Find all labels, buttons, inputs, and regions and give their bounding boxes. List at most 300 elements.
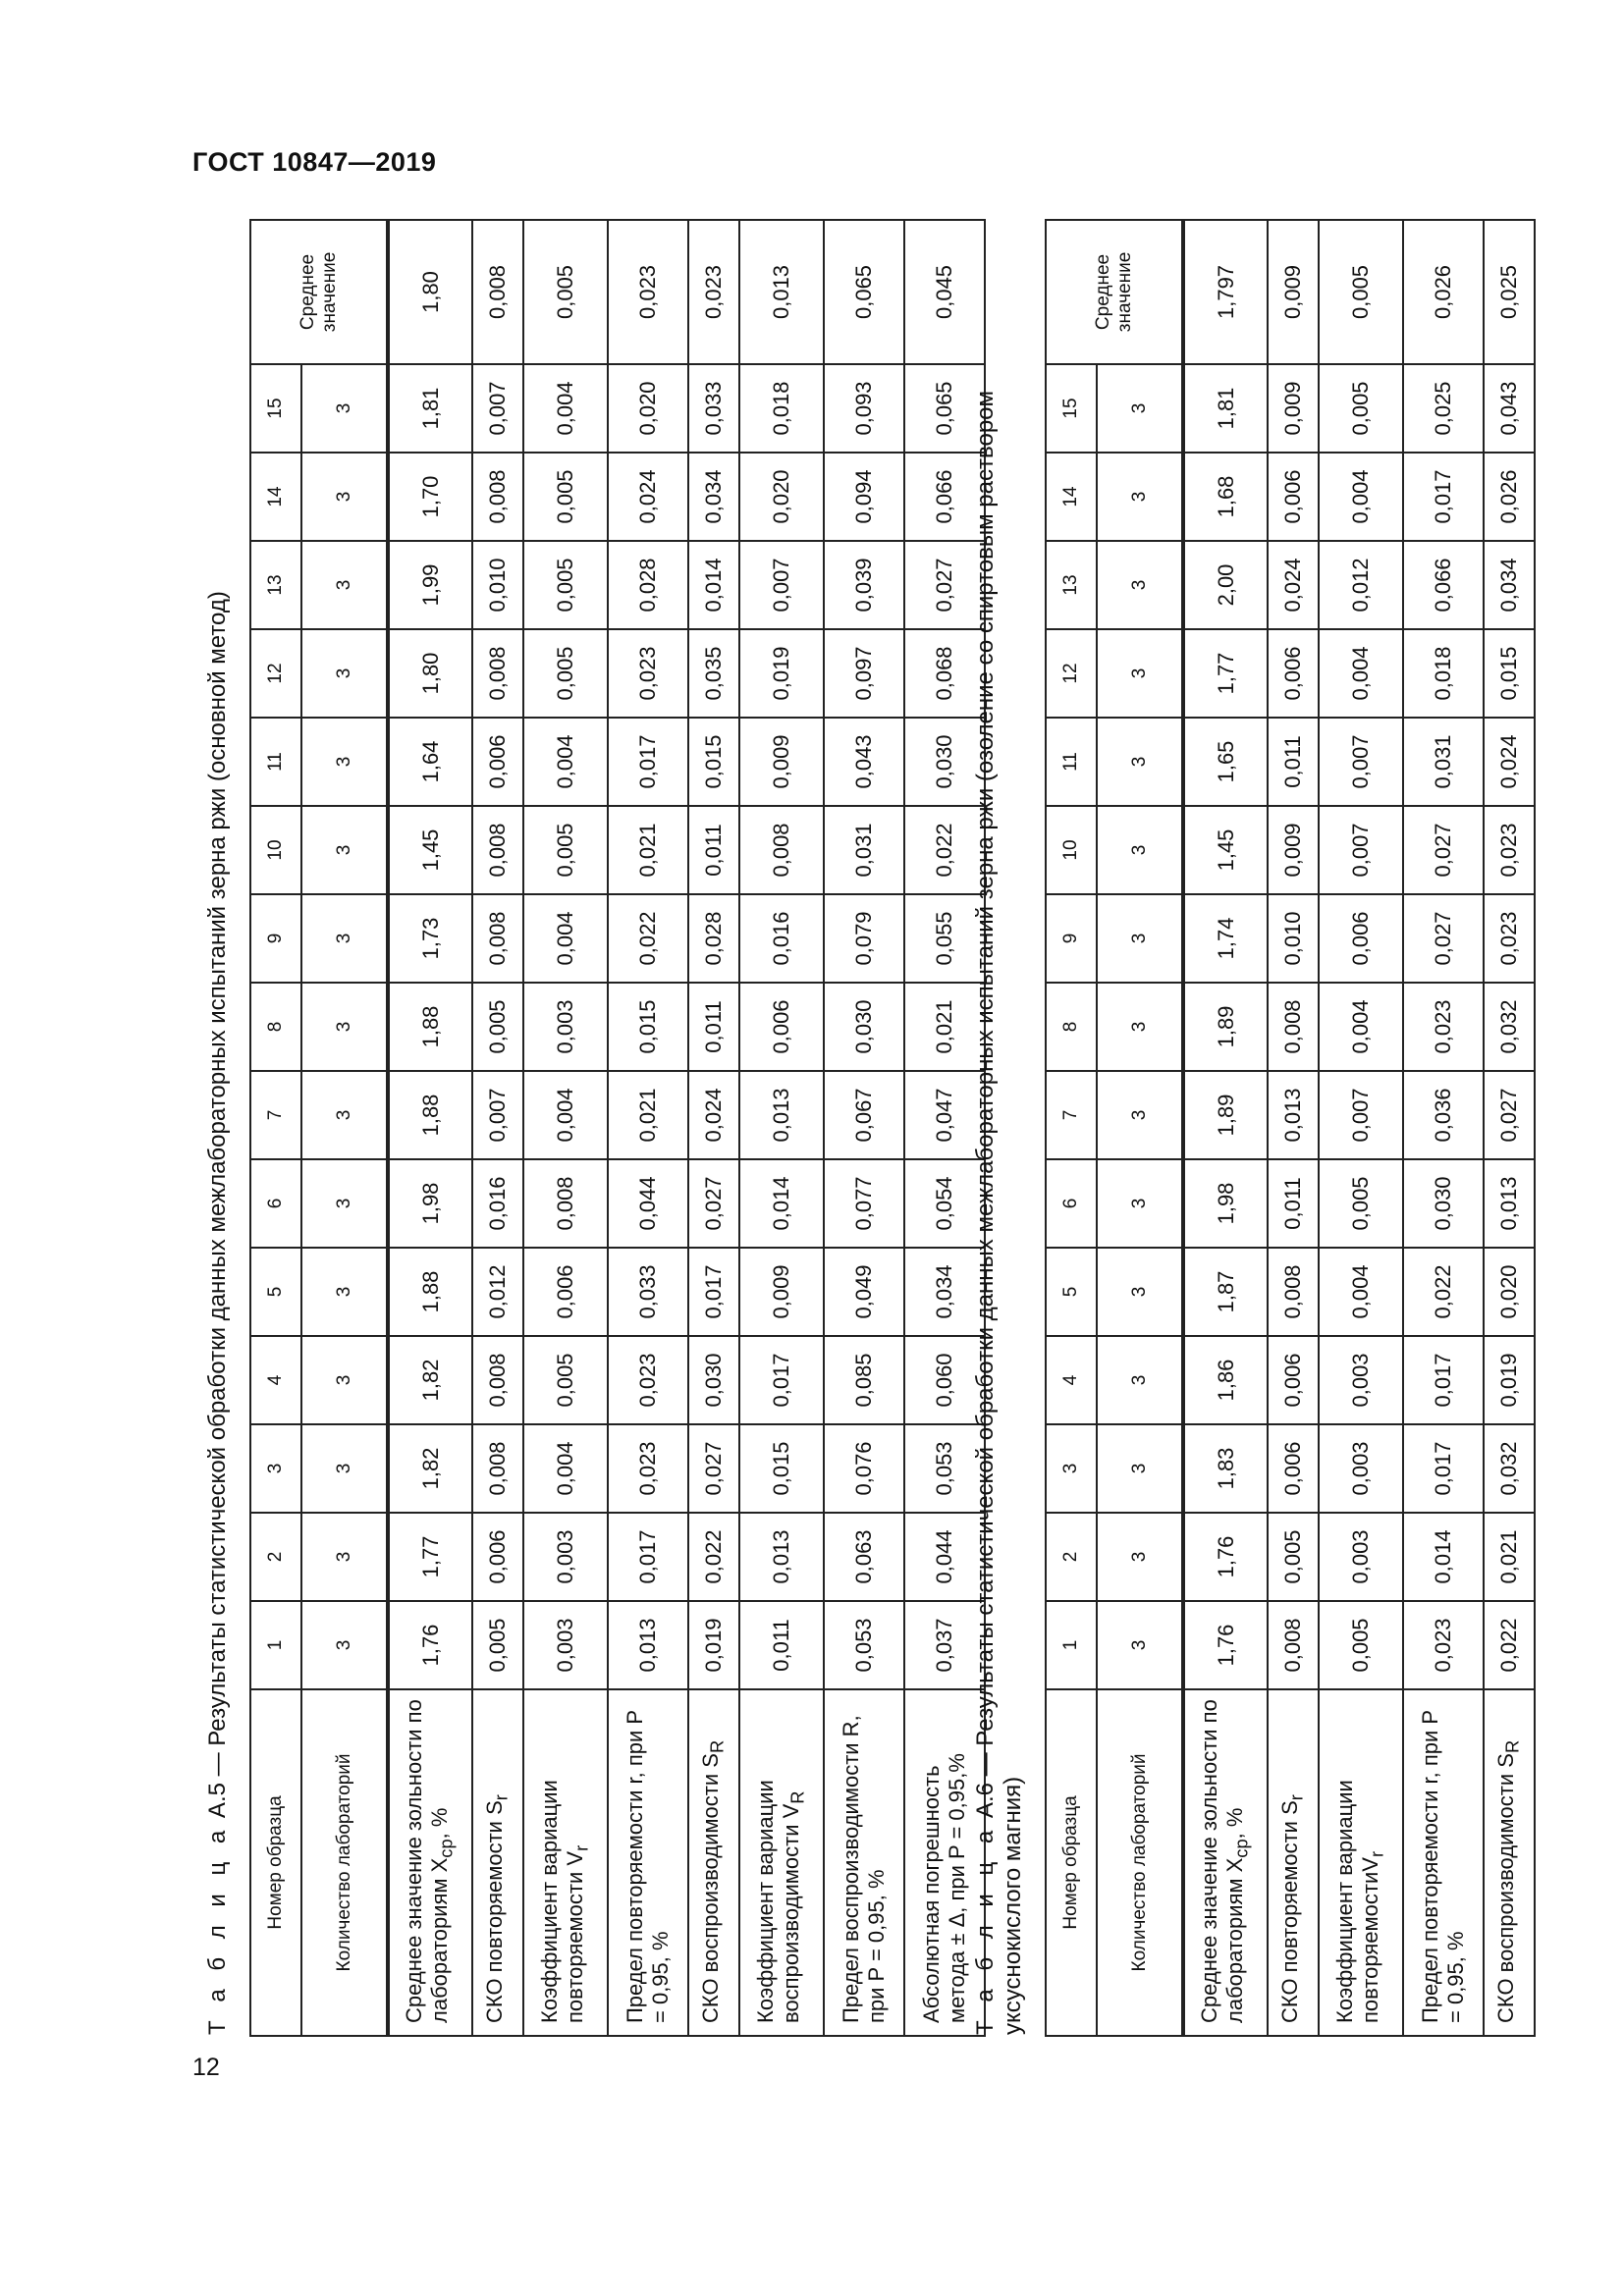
value-cell: 1,45 <box>1183 806 1268 894</box>
value-cell: 1,77 <box>1183 629 1268 718</box>
table-row <box>824 220 904 2036</box>
value-cell: 0,068 <box>904 629 985 718</box>
sample-number-cell: 1 <box>1046 1601 1097 1689</box>
labs-count-cell: 3 <box>1097 1248 1183 1336</box>
value-cell: 0,005 <box>1319 1601 1403 1689</box>
table-row <box>608 220 688 2036</box>
value-cell: 0,017 <box>608 1513 688 1601</box>
value-cell: 0,005 <box>523 541 608 629</box>
table-a6-caption: Т а б л и ц а А.6 — Результаты статистической обработки данных межлабораторных испытаний зерна ржи (озоление со спиртовым раствором уксуснокислого магния) <box>972 390 1026 2035</box>
value-cell: 0,005 <box>1268 1513 1319 1601</box>
table-row <box>688 220 739 2036</box>
value-cell: 0,004 <box>1319 629 1403 718</box>
sample-number-header: Номер образца <box>1046 1689 1097 2036</box>
value-cell: 0,033 <box>688 364 739 453</box>
sample-number-cell: 4 <box>1046 1336 1097 1424</box>
labs-count-cell: 3 <box>1097 453 1183 541</box>
row-label <box>472 1689 523 2036</box>
value-cell: 0,023 <box>608 629 688 718</box>
value-cell: 0,033 <box>608 1248 688 1336</box>
sample-number-cell: 12 <box>1046 629 1097 718</box>
row-label-text: Коэффициент вариации воспроизводимости V <box>752 1780 803 2023</box>
value-cell: 0,055 <box>904 894 985 983</box>
labs-count-cell: 3 <box>301 718 388 806</box>
value-cell: 0,015 <box>688 718 739 806</box>
value-cell: 1,65 <box>1183 718 1268 806</box>
value-cell: 0,003 <box>1319 1513 1403 1601</box>
value-cell: 0,030 <box>688 1336 739 1424</box>
row-label-text: Коэффициент вариации повторяемости V <box>536 1780 587 2023</box>
labs-count-cell: 3 <box>301 1601 388 1689</box>
value-cell: 0,043 <box>1484 364 1535 453</box>
average-cell: 1,797 <box>1183 220 1268 364</box>
value-cell: 0,016 <box>739 894 824 983</box>
header-row-samples <box>1046 220 1097 2036</box>
row-label-text: Предел воспроизводимости R, при P = 0,95, % <box>839 1715 889 2023</box>
table-row <box>388 220 472 2036</box>
value-cell: 0,023 <box>1484 894 1535 983</box>
sample-number-cell: 13 <box>250 541 301 629</box>
value-cell: 0,013 <box>739 1513 824 1601</box>
row-label <box>1268 1689 1319 2036</box>
row-label-subscript: r <box>1285 1794 1307 1801</box>
average-cell: 0,045 <box>904 220 985 364</box>
value-cell: 0,008 <box>472 1336 523 1424</box>
value-cell: 1,82 <box>388 1424 472 1513</box>
sample-number-cell: 5 <box>1046 1248 1097 1336</box>
value-cell: 0,004 <box>523 364 608 453</box>
value-cell: 0,007 <box>1319 1071 1403 1159</box>
value-cell: 0,009 <box>1268 364 1319 453</box>
value-cell: 0,007 <box>1319 806 1403 894</box>
row-label <box>1183 1689 1268 2036</box>
value-cell: 0,004 <box>523 894 608 983</box>
sample-number-cell: 1 <box>250 1601 301 1689</box>
row-label-text: Предел повторяемости r, при P = 0,95, % <box>623 1710 673 2023</box>
value-cell: 0,005 <box>523 629 608 718</box>
value-cell: 0,032 <box>1484 1424 1535 1513</box>
row-label-tail: , % <box>1222 1807 1248 1840</box>
value-cell: 0,076 <box>824 1424 904 1513</box>
value-cell: 0,014 <box>1403 1513 1484 1601</box>
labs-count-cell: 3 <box>1097 1424 1183 1513</box>
value-cell: 0,015 <box>1484 629 1535 718</box>
value-cell: 0,020 <box>1484 1248 1535 1336</box>
value-cell: 1,76 <box>1183 1513 1268 1601</box>
value-cell: 0,018 <box>739 364 824 453</box>
value-cell: 1,74 <box>1183 894 1268 983</box>
value-cell: 0,006 <box>1268 1336 1319 1424</box>
value-cell: 1,98 <box>388 1159 472 1248</box>
row-label <box>739 1689 824 2036</box>
value-cell: 0,036 <box>1403 1071 1484 1159</box>
value-cell: 1,68 <box>1183 453 1268 541</box>
value-cell: 0,022 <box>1484 1601 1535 1689</box>
value-cell: 0,005 <box>472 983 523 1071</box>
value-cell: 0,015 <box>608 983 688 1071</box>
value-cell: 0,011 <box>688 806 739 894</box>
labs-count-cell: 3 <box>301 453 388 541</box>
sample-number-cell: 9 <box>1046 894 1097 983</box>
value-cell: 1,81 <box>388 364 472 453</box>
value-cell: 0,013 <box>608 1601 688 1689</box>
row-label-text: Предел повторяемости r, при P = 0,95, % <box>1418 1710 1468 2023</box>
value-cell: 0,097 <box>824 629 904 718</box>
sample-number-cell: 15 <box>250 364 301 453</box>
labs-count-cell: 3 <box>301 1336 388 1424</box>
sample-number-cell: 10 <box>1046 806 1097 894</box>
value-cell: 0,060 <box>904 1336 985 1424</box>
labs-count-cell: 3 <box>1097 1159 1183 1248</box>
table-row <box>1319 220 1403 2036</box>
value-cell: 0,067 <box>824 1071 904 1159</box>
table-row <box>523 220 608 2036</box>
average-cell: 0,025 <box>1484 220 1535 364</box>
value-cell: 1,88 <box>388 983 472 1071</box>
value-cell: 0,032 <box>1484 983 1535 1071</box>
row-label-subscript: ср <box>435 1839 457 1858</box>
value-cell: 0,004 <box>523 1424 608 1513</box>
value-cell: 0,039 <box>824 541 904 629</box>
value-cell: 1,88 <box>388 1071 472 1159</box>
labs-count-cell: 3 <box>301 1248 388 1336</box>
value-cell: 0,021 <box>1484 1513 1535 1601</box>
value-cell: 0,018 <box>1403 629 1484 718</box>
value-cell: 0,020 <box>608 364 688 453</box>
value-cell: 0,030 <box>904 718 985 806</box>
value-cell: 0,023 <box>1484 806 1535 894</box>
page-number: 12 <box>192 2054 220 2081</box>
value-cell: 0,008 <box>472 629 523 718</box>
value-cell: 0,017 <box>1403 1424 1484 1513</box>
labs-count-cell: 3 <box>301 541 388 629</box>
value-cell: 0,017 <box>608 718 688 806</box>
average-cell: 0,008 <box>472 220 523 364</box>
value-cell: 0,027 <box>1484 1071 1535 1159</box>
value-cell: 0,022 <box>904 806 985 894</box>
value-cell: 1,76 <box>388 1601 472 1689</box>
sample-number-cell: 4 <box>250 1336 301 1424</box>
value-cell: 1,89 <box>1183 1071 1268 1159</box>
labs-count-cell: 3 <box>1097 718 1183 806</box>
value-cell: 0,004 <box>1319 453 1403 541</box>
row-label <box>1403 1689 1484 2036</box>
value-cell: 0,006 <box>739 983 824 1071</box>
value-cell: 0,027 <box>904 541 985 629</box>
value-cell: 1,98 <box>1183 1159 1268 1248</box>
value-cell: 0,027 <box>688 1424 739 1513</box>
value-cell: 1,76 <box>1183 1601 1268 1689</box>
value-cell: 0,024 <box>608 453 688 541</box>
value-cell: 0,021 <box>608 1071 688 1159</box>
labs-count-cell: 3 <box>1097 364 1183 453</box>
value-cell: 0,007 <box>739 541 824 629</box>
sample-number-cell: 8 <box>1046 983 1097 1071</box>
value-cell: 0,049 <box>824 1248 904 1336</box>
value-cell: 0,005 <box>1319 364 1403 453</box>
table-row <box>739 220 824 2036</box>
row-label <box>608 1689 688 2036</box>
value-cell: 0,066 <box>1403 541 1484 629</box>
value-cell: 0,094 <box>824 453 904 541</box>
value-cell: 0,006 <box>472 718 523 806</box>
value-cell: 1,88 <box>388 1248 472 1336</box>
value-cell: 0,021 <box>608 806 688 894</box>
table-row <box>1403 220 1484 2036</box>
sample-number-cell: 2 <box>1046 1513 1097 1601</box>
row-label-subscript: ср <box>1230 1839 1252 1858</box>
value-cell: 0,006 <box>1268 629 1319 718</box>
labs-count-cell: 3 <box>301 364 388 453</box>
sample-number-cell: 11 <box>1046 718 1097 806</box>
labs-count-cell: 3 <box>1097 983 1183 1071</box>
value-cell: 1,64 <box>388 718 472 806</box>
value-cell: 0,014 <box>688 541 739 629</box>
value-cell: 0,010 <box>1268 894 1319 983</box>
row-label-text: СКО повторяемости S <box>481 1800 507 2023</box>
value-cell: 1,77 <box>388 1513 472 1601</box>
sample-number-cell: 13 <box>1046 541 1097 629</box>
value-cell: 1,87 <box>1183 1248 1268 1336</box>
value-cell: 0,031 <box>824 806 904 894</box>
sample-number-cell: 3 <box>1046 1424 1097 1513</box>
value-cell: 0,008 <box>1268 1601 1319 1689</box>
sample-number-cell: 10 <box>250 806 301 894</box>
sample-number-cell: 3 <box>250 1424 301 1513</box>
value-cell: 0,008 <box>472 453 523 541</box>
average-cell: 0,023 <box>688 220 739 364</box>
value-cell: 0,006 <box>1268 453 1319 541</box>
row-label <box>688 1689 739 2036</box>
row-label-tail: , % <box>427 1807 453 1840</box>
row-label <box>523 1689 608 2036</box>
value-cell: 1,73 <box>388 894 472 983</box>
value-cell: 0,065 <box>904 364 985 453</box>
table-a5-caption: Т а б л и ц а А.5 — Результаты статистической обработки данных межлабораторных испытаний зерна ржи (основной метод) <box>204 591 231 2035</box>
value-cell: 0,027 <box>1403 806 1484 894</box>
value-cell: 0,085 <box>824 1336 904 1424</box>
labs-count-cell: 3 <box>1097 1601 1183 1689</box>
value-cell: 0,025 <box>1403 364 1484 453</box>
labs-count-cell: 3 <box>1097 1513 1183 1601</box>
value-cell: 0,066 <box>904 453 985 541</box>
table-a6-block <box>972 221 1536 2037</box>
table-a5-block <box>204 221 986 2037</box>
sample-number-cell: 2 <box>250 1513 301 1601</box>
value-cell: 1,45 <box>388 806 472 894</box>
average-cell: 1,80 <box>388 220 472 364</box>
sample-number-cell: 5 <box>250 1248 301 1336</box>
value-cell: 2,00 <box>1183 541 1268 629</box>
value-cell: 0,021 <box>904 983 985 1071</box>
value-cell: 0,007 <box>472 1071 523 1159</box>
value-cell: 0,028 <box>688 894 739 983</box>
value-cell: 0,005 <box>523 806 608 894</box>
value-cell: 0,012 <box>1319 541 1403 629</box>
value-cell: 0,003 <box>1319 1424 1403 1513</box>
value-cell: 0,014 <box>739 1159 824 1248</box>
value-cell: 0,023 <box>1403 983 1484 1071</box>
row-label-subscript: r <box>490 1794 512 1801</box>
labs-count-cell: 3 <box>301 1424 388 1513</box>
row-label-text: СКО воспроизводимости S <box>1492 1753 1518 2023</box>
labs-count-cell: 3 <box>1097 1336 1183 1424</box>
document-header: ГОСТ 10847—2019 <box>192 147 437 177</box>
value-cell: 0,093 <box>824 364 904 453</box>
table-row <box>1183 220 1268 2036</box>
labs-count-cell: 3 <box>1097 629 1183 718</box>
value-cell: 0,003 <box>523 983 608 1071</box>
labs-count-cell: 3 <box>301 629 388 718</box>
value-cell: 0,027 <box>1403 894 1484 983</box>
value-cell: 0,034 <box>904 1248 985 1336</box>
value-cell: 0,003 <box>1319 1336 1403 1424</box>
value-cell: 0,008 <box>1268 1248 1319 1336</box>
value-cell: 0,003 <box>523 1513 608 1601</box>
value-cell: 0,011 <box>739 1601 824 1689</box>
row-label <box>1319 1689 1403 2036</box>
value-cell: 0,022 <box>608 894 688 983</box>
value-cell: 0,008 <box>472 806 523 894</box>
value-cell: 0,044 <box>608 1159 688 1248</box>
value-cell: 0,004 <box>1319 1248 1403 1336</box>
labs-count-header: Количество лабораторий <box>1097 1689 1183 2036</box>
row-label-text: Коэффициент вариации повторяемостиV <box>1331 1780 1382 2023</box>
header-row-labs <box>1097 220 1183 2036</box>
labs-count-cell: 3 <box>301 894 388 983</box>
sample-number-cell: 14 <box>250 453 301 541</box>
row-label-text: СКО повторяемости S <box>1276 1800 1302 2023</box>
value-cell: 0,028 <box>608 541 688 629</box>
header-row-labs <box>301 220 388 2036</box>
average-cell: 0,005 <box>523 220 608 364</box>
table-row <box>1484 220 1535 2036</box>
value-cell: 0,022 <box>688 1513 739 1601</box>
average-cell: 0,009 <box>1268 220 1319 364</box>
average-cell: 0,023 <box>608 220 688 364</box>
table-a6 <box>1045 219 1536 2037</box>
value-cell: 0,009 <box>739 1248 824 1336</box>
labs-count-cell: 3 <box>301 806 388 894</box>
row-label <box>824 1689 904 2036</box>
value-cell: 0,008 <box>739 806 824 894</box>
value-cell: 0,027 <box>688 1159 739 1248</box>
value-cell: 0,006 <box>523 1248 608 1336</box>
value-cell: 0,023 <box>608 1336 688 1424</box>
value-cell: 0,034 <box>1484 541 1535 629</box>
value-cell: 0,011 <box>1268 718 1319 806</box>
value-cell: 0,079 <box>824 894 904 983</box>
row-label-text: СКО воспроизводимости S <box>697 1753 723 2023</box>
table-a5 <box>249 219 986 2037</box>
value-cell: 0,016 <box>472 1159 523 1248</box>
sample-number-cell: 7 <box>1046 1071 1097 1159</box>
value-cell: 0,005 <box>523 453 608 541</box>
row-label-subscript: R <box>706 1739 728 1754</box>
table-row <box>1268 220 1319 2036</box>
average-header: Среднее значение <box>1046 220 1183 364</box>
value-cell: 0,024 <box>688 1071 739 1159</box>
value-cell: 1,99 <box>388 541 472 629</box>
value-cell: 0,017 <box>688 1248 739 1336</box>
value-cell: 0,012 <box>472 1248 523 1336</box>
row-label <box>1484 1689 1535 2036</box>
value-cell: 0,053 <box>824 1601 904 1689</box>
value-cell: 0,063 <box>824 1513 904 1601</box>
value-cell: 1,83 <box>1183 1424 1268 1513</box>
value-cell: 0,035 <box>688 629 739 718</box>
value-cell: 0,008 <box>472 1424 523 1513</box>
value-cell: 0,019 <box>1484 1336 1535 1424</box>
sample-number-cell: 6 <box>1046 1159 1097 1248</box>
table-row <box>472 220 523 2036</box>
average-cell: 0,026 <box>1403 220 1484 364</box>
labs-count-cell: 3 <box>1097 894 1183 983</box>
average-header: Среднее значение <box>250 220 388 364</box>
value-cell: 1,86 <box>1183 1336 1268 1424</box>
value-cell: 0,004 <box>1319 983 1403 1071</box>
header-row-samples <box>250 220 301 2036</box>
average-cell: 0,013 <box>739 220 824 364</box>
labs-count-cell: 3 <box>1097 1071 1183 1159</box>
value-cell: 0,019 <box>739 629 824 718</box>
row-label-text: Среднее значение зольности по лабораториям X <box>1197 1699 1248 2023</box>
value-cell: 0,037 <box>904 1601 985 1689</box>
value-cell: 0,053 <box>904 1424 985 1513</box>
row-label-text: Абсолютная погрешность метода ± Δ, при P = 0,95,% <box>919 1753 969 2023</box>
value-cell: 0,024 <box>1484 718 1535 806</box>
value-cell: 1,70 <box>388 453 472 541</box>
labs-count-cell: 3 <box>301 1513 388 1601</box>
value-cell: 0,026 <box>1484 453 1535 541</box>
value-cell: 0,013 <box>1268 1071 1319 1159</box>
value-cell: 0,008 <box>523 1159 608 1248</box>
row-label <box>388 1689 472 2036</box>
value-cell: 0,022 <box>1403 1248 1484 1336</box>
value-cell: 0,013 <box>739 1071 824 1159</box>
value-cell: 0,006 <box>1268 1424 1319 1513</box>
sample-number-cell: 11 <box>250 718 301 806</box>
value-cell: 0,009 <box>739 718 824 806</box>
value-cell: 0,006 <box>1319 894 1403 983</box>
labs-count-cell: 3 <box>301 1071 388 1159</box>
value-cell: 0,007 <box>472 364 523 453</box>
value-cell: 0,031 <box>1403 718 1484 806</box>
value-cell: 0,077 <box>824 1159 904 1248</box>
value-cell: 0,043 <box>824 718 904 806</box>
value-cell: 0,011 <box>688 983 739 1071</box>
value-cell: 0,054 <box>904 1159 985 1248</box>
value-cell: 0,008 <box>1268 983 1319 1071</box>
value-cell: 0,020 <box>739 453 824 541</box>
value-cell: 0,034 <box>688 453 739 541</box>
value-cell: 1,80 <box>388 629 472 718</box>
value-cell: 0,013 <box>1484 1159 1535 1248</box>
value-cell: 1,82 <box>388 1336 472 1424</box>
average-cell: 0,065 <box>824 220 904 364</box>
labs-count-cell: 3 <box>301 983 388 1071</box>
value-cell: 0,015 <box>739 1424 824 1513</box>
sample-number-header: Номер образца <box>250 1689 301 2036</box>
sample-number-cell: 9 <box>250 894 301 983</box>
value-cell: 0,019 <box>688 1601 739 1689</box>
sample-number-cell: 7 <box>250 1071 301 1159</box>
value-cell: 0,004 <box>523 718 608 806</box>
value-cell: 0,017 <box>739 1336 824 1424</box>
labs-count-cell: 3 <box>301 1159 388 1248</box>
value-cell: 0,023 <box>1403 1601 1484 1689</box>
value-cell: 0,030 <box>824 983 904 1071</box>
